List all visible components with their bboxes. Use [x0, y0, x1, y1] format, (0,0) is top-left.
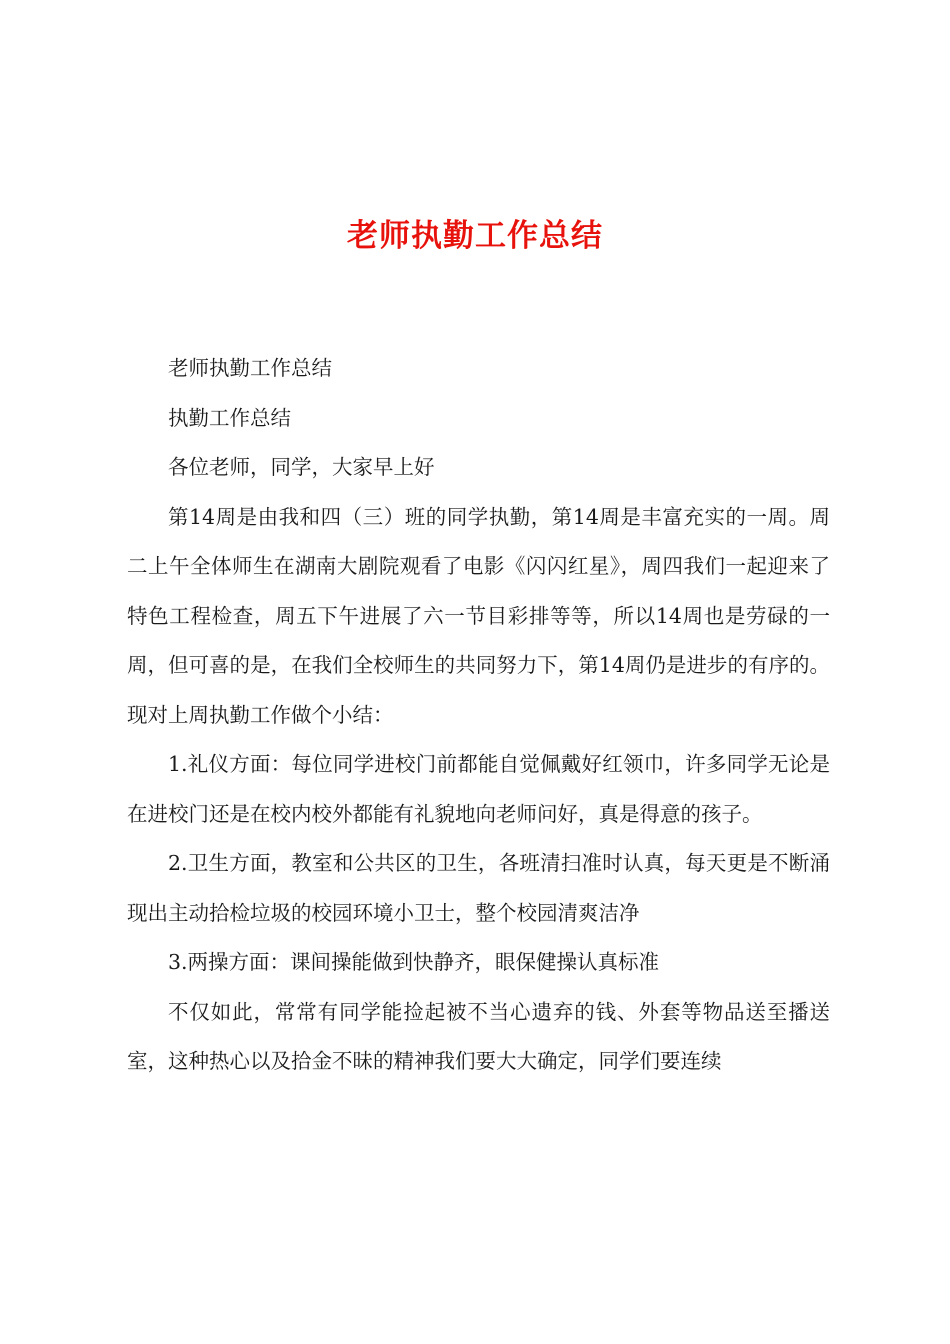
- paragraph-heading: 执勤工作总结: [168, 405, 291, 430]
- paragraph-subtitle: 老师执勤工作总结: [168, 356, 332, 380]
- paragraph-exercises: 3.两操方面：课间操能做到快静齐，眼保健操认真标准: [168, 950, 660, 974]
- document-body: [127, 344, 830, 1087]
- paragraph-hygiene: 2.卫生方面，教室和公共区的卫生，各班清扫准时认真，每天更是不断涌现出主动拾检垃圾的校园环境小卫士，整个校园清爽洁净: [127, 851, 830, 925]
- paragraph-week-summary: 第14周是由我和四（三）班的同学执勤，第14周是丰富充实的一周。周二上午全体师生在湖南大剧院观看了电影《闪闪红星》，周四我们一起迎来了特色工程检查，周五下午进展了六一节目彩排等等，所以14周也是劳碌的一周，但可喜的是，在我们全校师生的共同努力下，第14周仍是进步的有序的。现对上周执勤工作做个小结：: [127, 504, 830, 727]
- paragraph-greeting: 各位老师，同学，大家早上好: [168, 455, 435, 479]
- paragraph-additional: 不仅如此，常常有同学能捡起被不当心遗弃的钱、外套等物品送至播送室，这种热心以及拾金不昧的精神我们要大大确定，同学们要连续: [127, 999, 830, 1073]
- document-title: 老师执勤工作总结: [347, 218, 603, 254]
- paragraph-etiquette: 1.礼仪方面：每位同学进校门前都能自觉佩戴好红领巾，许多同学无论是在进校门还是在校内校外都能有礼貌地向老师问好，真是得意的孩子。: [127, 752, 830, 826]
